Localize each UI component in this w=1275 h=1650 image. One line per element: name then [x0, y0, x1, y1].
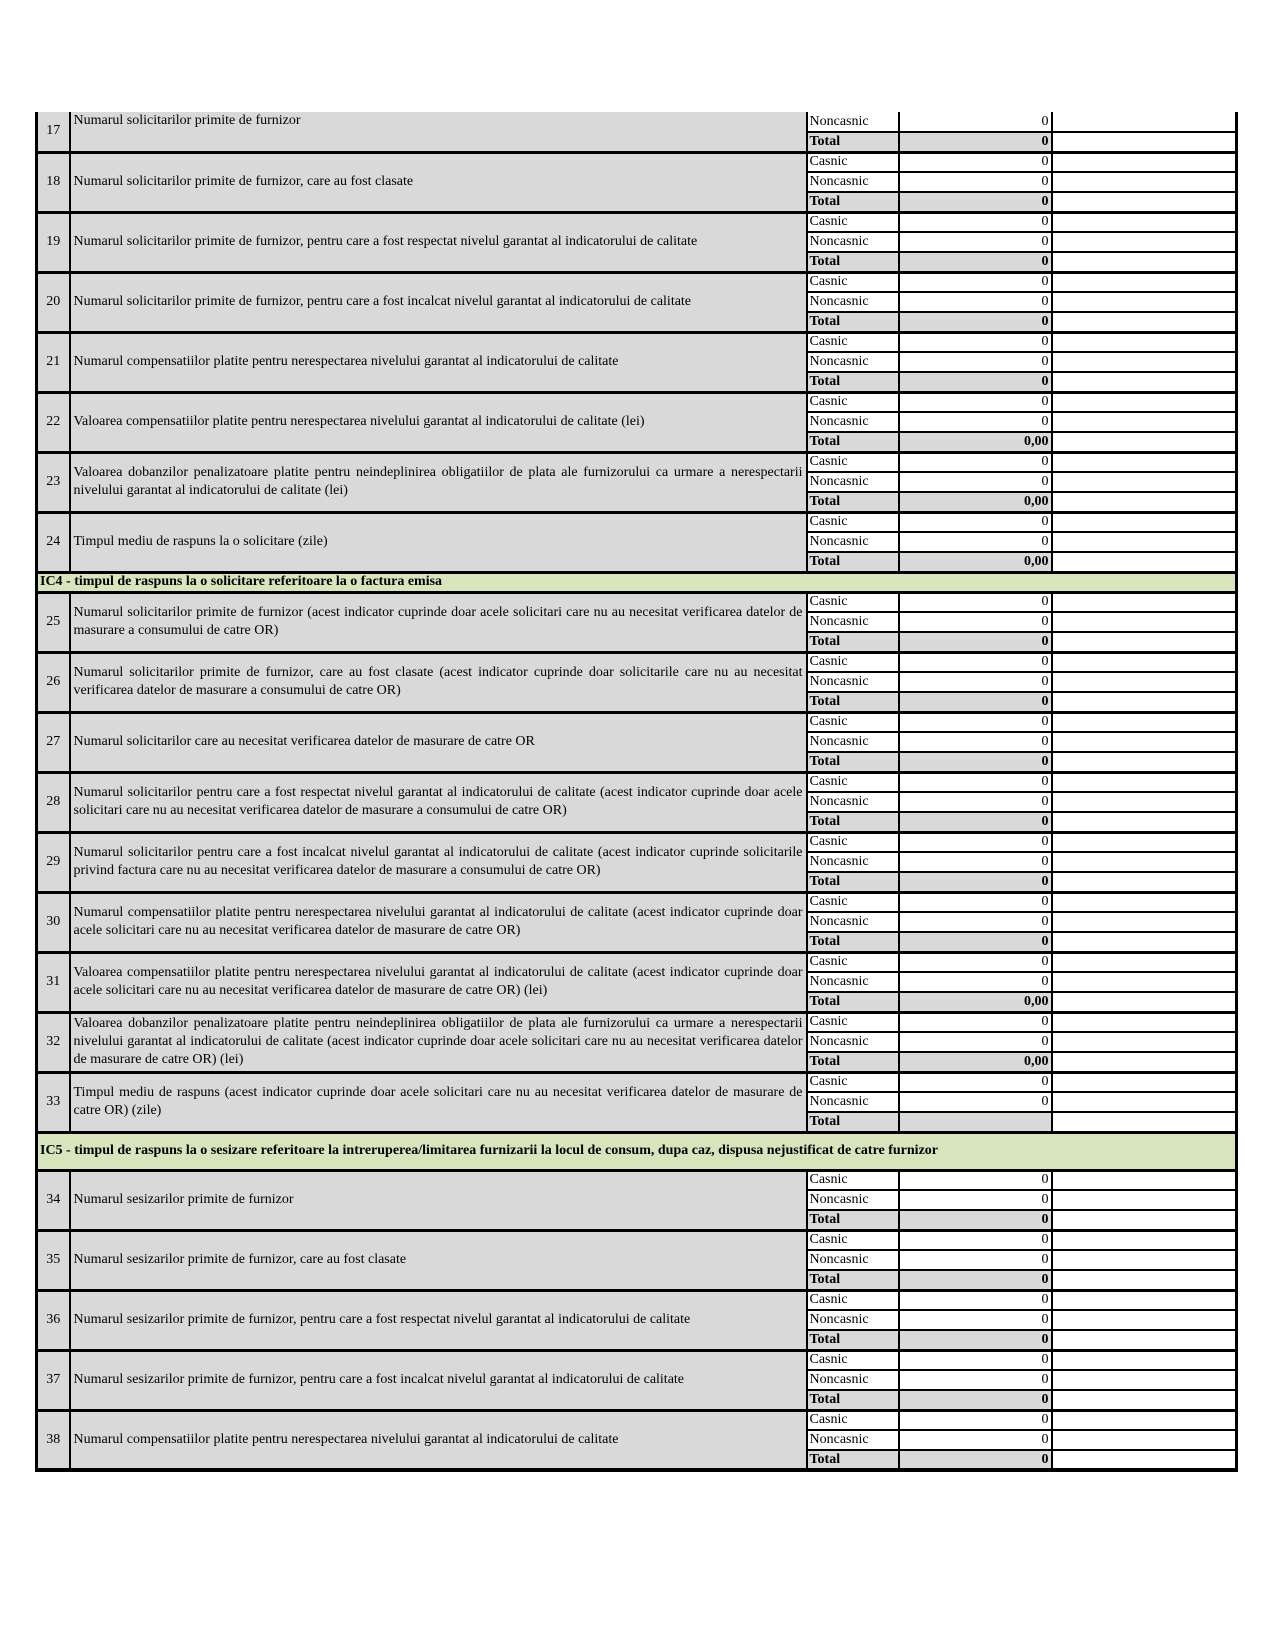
type-casnic: Casnic — [807, 332, 899, 352]
row-number: 20 — [37, 272, 70, 332]
row-number: 24 — [37, 512, 70, 572]
value-total: 0,00 — [899, 492, 1052, 512]
value-noncasnic: 0 — [899, 672, 1052, 692]
empty-cell — [1052, 832, 1237, 852]
type-casnic: Casnic — [807, 952, 899, 972]
type-total: Total — [807, 492, 899, 512]
indicator-group-22 — [37, 392, 1237, 452]
empty-cell — [1052, 412, 1237, 432]
empty-cell — [1052, 152, 1237, 172]
row-description: Numarul compensatiilor platite pentru nerespectarea nivelului garantat al indicatorului de calitate — [70, 332, 807, 392]
empty-cell — [1052, 212, 1237, 232]
empty-cell — [1052, 872, 1237, 892]
empty-cell — [1052, 1330, 1237, 1350]
row-description: Numarul solicitarilor primite de furnizor (acest indicator cuprinde doar acele solicitari care nu au necesitat verificarea datelor de masurare a consumului de catre OR) — [70, 592, 807, 652]
value-casnic: 0 — [899, 1072, 1052, 1092]
indicator-group-35 — [37, 1230, 1237, 1290]
row-number: 27 — [37, 712, 70, 772]
type-noncasnic: Noncasnic — [807, 852, 899, 872]
section-ic4 — [37, 572, 1237, 592]
value-total: 0,00 — [899, 992, 1052, 1012]
empty-cell — [1052, 352, 1237, 372]
value-total: 0,00 — [899, 552, 1052, 572]
empty-cell — [1052, 492, 1237, 512]
type-noncasnic: Noncasnic — [807, 1032, 899, 1052]
value-noncasnic: 0 — [899, 172, 1052, 192]
row-number: 19 — [37, 212, 70, 272]
indicator-group-25 — [37, 592, 1237, 652]
value-total: 0 — [899, 372, 1052, 392]
type-total: Total — [807, 992, 899, 1012]
row-description: Valoarea compensatiilor platite pentru nerespectarea nivelului garantat al indicatorului de calitate (acest indicator cuprinde doar acele solicitari care nu au necesitat verificarea datelor de masurare de catre OR) (lei) — [70, 952, 807, 1012]
value-total: 0 — [899, 812, 1052, 832]
type-noncasnic: Noncasnic — [807, 1092, 899, 1112]
type-noncasnic: Noncasnic — [807, 352, 899, 372]
type-casnic: Casnic — [807, 772, 899, 792]
value-noncasnic: 0 — [899, 1032, 1052, 1052]
row-description: Numarul sesizarilor primite de furnizor — [70, 1170, 807, 1230]
indicator-group-19 — [37, 212, 1237, 272]
value-casnic: 0 — [899, 772, 1052, 792]
indicator-group-29 — [37, 832, 1237, 892]
type-casnic: Casnic — [807, 272, 899, 292]
value-noncasnic: 0 — [899, 412, 1052, 432]
value-noncasnic: 0 — [899, 792, 1052, 812]
value-casnic: 0 — [899, 1290, 1052, 1310]
type-noncasnic: Noncasnic — [807, 972, 899, 992]
value-casnic: 0 — [899, 1230, 1052, 1250]
empty-cell — [1052, 1112, 1237, 1132]
row-description: Numarul sesizarilor primite de furnizor, pentru care a fost incalcat nivelul garantat al indicatorului de calitate — [70, 1350, 807, 1410]
row-number: 26 — [37, 652, 70, 712]
row-description: Numarul sesizarilor primite de furnizor, care au fost clasate — [70, 1230, 807, 1290]
type-noncasnic: Noncasnic — [807, 732, 899, 752]
type-noncasnic: Noncasnic — [807, 472, 899, 492]
empty-cell — [1052, 1290, 1237, 1310]
empty-cell — [1052, 532, 1237, 552]
value-total: 0 — [899, 252, 1052, 272]
value-noncasnic: 0 — [899, 1310, 1052, 1330]
value-total: 0 — [899, 132, 1052, 152]
type-casnic: Casnic — [807, 1350, 899, 1370]
value-total: 0,00 — [899, 1052, 1052, 1072]
row-number: 32 — [37, 1012, 70, 1072]
indicator-sheet — [35, 112, 1235, 1472]
empty-cell — [1052, 1370, 1237, 1390]
type-total: Total — [807, 632, 899, 652]
type-total: Total — [807, 692, 899, 712]
type-total: Total — [807, 132, 899, 152]
empty-cell — [1052, 892, 1237, 912]
value-total: 0 — [899, 1210, 1052, 1230]
empty-cell — [1052, 1230, 1237, 1250]
type-total: Total — [807, 752, 899, 772]
value-casnic: 0 — [899, 152, 1052, 172]
value-total: 0 — [899, 312, 1052, 332]
empty-cell — [1052, 652, 1237, 672]
type-noncasnic: Noncasnic — [807, 792, 899, 812]
type-noncasnic: Noncasnic — [807, 612, 899, 632]
type-noncasnic: Noncasnic — [807, 1310, 899, 1330]
empty-cell — [1052, 972, 1237, 992]
empty-cell — [1052, 1052, 1237, 1072]
indicator-group-20 — [37, 272, 1237, 332]
type-total: Total — [807, 432, 899, 452]
type-total: Total — [807, 932, 899, 952]
row-description: Numarul sesizarilor primite de furnizor, pentru care a fost respectat nivelul garantat al indicatorului de calitate — [70, 1290, 807, 1350]
empty-cell — [1052, 432, 1237, 452]
value-casnic: 0 — [899, 1170, 1052, 1190]
empty-cell — [1052, 912, 1237, 932]
empty-cell — [1052, 192, 1237, 212]
value-total: 0 — [899, 1270, 1052, 1290]
empty-cell — [1052, 552, 1237, 572]
empty-cell — [1052, 592, 1237, 612]
empty-cell — [1052, 132, 1237, 152]
value-casnic: 0 — [899, 332, 1052, 352]
indicator-group-36 — [37, 1290, 1237, 1350]
value-noncasnic: 0 — [899, 912, 1052, 932]
empty-cell — [1052, 452, 1237, 472]
row-description: Numarul solicitarilor primite de furnizor, care au fost clasate (acest indicator cuprinde doar solicitarile care nu au necesitat verificarea datelor de masurare a consumului de catre OR) — [70, 652, 807, 712]
row-number: 35 — [37, 1230, 70, 1290]
value-casnic: 0 — [899, 512, 1052, 532]
empty-cell — [1052, 1410, 1237, 1430]
value-casnic: 0 — [899, 892, 1052, 912]
type-casnic: Casnic — [807, 1170, 899, 1190]
row-description: Numarul solicitarilor care au necesitat verificarea datelor de masurare de catre OR — [70, 712, 807, 772]
empty-cell — [1052, 772, 1237, 792]
row-description: Valoarea dobanzilor penalizatoare platite pentru neindeplinirea obligatiilor de plata ale furnizorului ca urmare a nerespectarii nivelului garantat al indicatorului de calitate (acest indicator cuprinde doar acele solicitari care nu au necesitat verificarea datelor de masurare de catre OR) (lei) — [70, 1012, 807, 1072]
indicator-group-24 — [37, 512, 1237, 572]
indicators-table — [35, 112, 1238, 1472]
value-casnic: 0 — [899, 712, 1052, 732]
empty-cell — [1052, 392, 1237, 412]
empty-cell — [1052, 272, 1237, 292]
empty-cell — [1052, 1170, 1237, 1190]
type-casnic: Casnic — [807, 392, 899, 412]
type-total: Total — [807, 372, 899, 392]
empty-cell — [1052, 812, 1237, 832]
empty-cell — [1052, 252, 1237, 272]
row-number: 29 — [37, 832, 70, 892]
row-number: 37 — [37, 1350, 70, 1410]
indicator-group-27 — [37, 712, 1237, 772]
value-total: 0 — [899, 932, 1052, 952]
indicator-group-26 — [37, 652, 1237, 712]
type-noncasnic: Noncasnic — [807, 112, 899, 132]
type-noncasnic: Noncasnic — [807, 1430, 899, 1450]
value-noncasnic: 0 — [899, 852, 1052, 872]
type-casnic: Casnic — [807, 712, 899, 732]
empty-cell — [1052, 292, 1237, 312]
empty-cell — [1052, 372, 1237, 392]
empty-cell — [1052, 1072, 1237, 1092]
row-number: 34 — [37, 1170, 70, 1230]
type-total: Total — [807, 1330, 899, 1350]
empty-cell — [1052, 172, 1237, 192]
empty-cell — [1052, 692, 1237, 712]
value-total: 0,00 — [899, 432, 1052, 452]
section-title: IC4 - timpul de raspuns la o solicitare referitoare la o factura emisa — [37, 572, 1237, 592]
type-casnic: Casnic — [807, 1012, 899, 1032]
type-casnic: Casnic — [807, 512, 899, 532]
value-noncasnic: 0 — [899, 1250, 1052, 1270]
value-total: 0 — [899, 872, 1052, 892]
empty-cell — [1052, 1350, 1237, 1370]
value-total: 0 — [899, 692, 1052, 712]
row-description: Numarul solicitarilor primite de furnizor — [70, 112, 807, 152]
indicator-group-38 — [37, 1410, 1237, 1470]
type-total: Total — [807, 1052, 899, 1072]
indicator-group-17 — [37, 112, 1237, 152]
value-casnic: 0 — [899, 832, 1052, 852]
type-casnic: Casnic — [807, 1290, 899, 1310]
type-total: Total — [807, 1450, 899, 1470]
row-number: 28 — [37, 772, 70, 832]
type-casnic: Casnic — [807, 1230, 899, 1250]
value-casnic: 0 — [899, 212, 1052, 232]
type-total: Total — [807, 252, 899, 272]
row-description: Timpul mediu de raspuns la o solicitare (zile) — [70, 512, 807, 572]
empty-cell — [1052, 632, 1237, 652]
type-total: Total — [807, 872, 899, 892]
type-casnic: Casnic — [807, 1410, 899, 1430]
empty-cell — [1052, 1210, 1237, 1230]
row-description: Numarul solicitarilor pentru care a fost respectat nivelul garantat al indicatorului de calitate (acest indicator cuprinde doar acele solicitari care nu au necesitat verificarea datelor de masurare a consumului de catre OR) — [70, 772, 807, 832]
row-description: Numarul solicitarilor primite de furnizor, pentru care a fost respectat nivelul garantat al indicatorului de calitate — [70, 212, 807, 272]
row-description: Numarul compensatiilor platite pentru nerespectarea nivelului garantat al indicatorului de calitate (acest indicator cuprinde doar acele solicitari care nu au necesitat verificarea datelor de masurare de catre OR) — [70, 892, 807, 952]
row-number: 36 — [37, 1290, 70, 1350]
value-noncasnic: 0 — [899, 292, 1052, 312]
type-noncasnic: Noncasnic — [807, 672, 899, 692]
value-total: 0 — [899, 632, 1052, 652]
indicator-group-28 — [37, 772, 1237, 832]
value-casnic: 0 — [899, 1350, 1052, 1370]
empty-cell — [1052, 1270, 1237, 1290]
type-total: Total — [807, 192, 899, 212]
indicator-group-34 — [37, 1170, 1237, 1230]
value-casnic: 0 — [899, 592, 1052, 612]
value-total: 0 — [899, 752, 1052, 772]
type-total: Total — [807, 1270, 899, 1290]
type-noncasnic: Noncasnic — [807, 412, 899, 432]
row-number: 21 — [37, 332, 70, 392]
indicator-group-37 — [37, 1350, 1237, 1410]
empty-cell — [1052, 612, 1237, 632]
row-number: 18 — [37, 152, 70, 212]
empty-cell — [1052, 1250, 1237, 1270]
value-casnic: 0 — [899, 1410, 1052, 1430]
empty-cell — [1052, 472, 1237, 492]
row-number: 30 — [37, 892, 70, 952]
row-number: 38 — [37, 1410, 70, 1470]
row-description: Numarul solicitarilor primite de furnizor, care au fost clasate — [70, 152, 807, 212]
indicator-group-18 — [37, 152, 1237, 212]
type-total: Total — [807, 1390, 899, 1410]
value-total: 0 — [899, 192, 1052, 212]
value-noncasnic: 0 — [899, 1370, 1052, 1390]
empty-cell — [1052, 752, 1237, 772]
type-casnic: Casnic — [807, 832, 899, 852]
empty-cell — [1052, 952, 1237, 972]
indicator-group-32 — [37, 1012, 1237, 1072]
type-noncasnic: Noncasnic — [807, 912, 899, 932]
row-description: Numarul solicitarilor primite de furnizor, pentru care a fost incalcat nivelul garantat al indicatorului de calitate — [70, 272, 807, 332]
value-noncasnic: 0 — [899, 1190, 1052, 1210]
type-total: Total — [807, 552, 899, 572]
row-number: 22 — [37, 392, 70, 452]
type-casnic: Casnic — [807, 892, 899, 912]
indicator-group-30 — [37, 892, 1237, 952]
type-casnic: Casnic — [807, 592, 899, 612]
row-number: 23 — [37, 452, 70, 512]
value-total: 0 — [899, 1390, 1052, 1410]
value-casnic: 0 — [899, 452, 1052, 472]
row-description: Numarul compensatiilor platite pentru nerespectarea nivelului garantat al indicatorului de calitate — [70, 1410, 807, 1470]
empty-cell — [1052, 1450, 1237, 1470]
empty-cell — [1052, 672, 1237, 692]
row-number: 33 — [37, 1072, 70, 1132]
type-noncasnic: Noncasnic — [807, 1370, 899, 1390]
indicator-group-21 — [37, 332, 1237, 392]
type-total: Total — [807, 1210, 899, 1230]
empty-cell — [1052, 712, 1237, 732]
value-total — [899, 1112, 1052, 1132]
value-noncasnic: 0 — [899, 972, 1052, 992]
type-noncasnic: Noncasnic — [807, 1250, 899, 1270]
value-total: 0 — [899, 1330, 1052, 1350]
section-ic5 — [37, 1132, 1237, 1170]
empty-cell — [1052, 1310, 1237, 1330]
type-casnic: Casnic — [807, 452, 899, 472]
row-description: Timpul mediu de raspuns (acest indicator cuprinde doar acele solicitari care nu au necesitat verificarea datelor de masurare de catre OR) (zile) — [70, 1072, 807, 1132]
row-description: Valoarea compensatiilor platite pentru nerespectarea nivelului garantat al indicatorului de calitate (lei) — [70, 392, 807, 452]
type-noncasnic: Noncasnic — [807, 292, 899, 312]
row-description: Valoarea dobanzilor penalizatoare platite pentru neindeplinirea obligatiilor de plata ale furnizorului ca urmare a nerespectarii nivelului garantat al indicatorului de calitate (lei) — [70, 452, 807, 512]
type-total: Total — [807, 812, 899, 832]
empty-cell — [1052, 1430, 1237, 1450]
empty-cell — [1052, 792, 1237, 812]
indicator-group-33 — [37, 1072, 1237, 1132]
type-noncasnic: Noncasnic — [807, 232, 899, 252]
value-noncasnic: 0 — [899, 1430, 1052, 1450]
row-number: 25 — [37, 592, 70, 652]
type-noncasnic: Noncasnic — [807, 532, 899, 552]
empty-cell — [1052, 232, 1237, 252]
value-total: 0 — [899, 1450, 1052, 1470]
empty-cell — [1052, 312, 1237, 332]
empty-cell — [1052, 512, 1237, 532]
value-casnic: 0 — [899, 272, 1052, 292]
empty-cell — [1052, 1092, 1237, 1112]
type-casnic: Casnic — [807, 652, 899, 672]
type-casnic: Casnic — [807, 212, 899, 232]
empty-cell — [1052, 1390, 1237, 1410]
row-number: 17 — [37, 112, 70, 152]
empty-cell — [1052, 852, 1237, 872]
value-casnic: 0 — [899, 392, 1052, 412]
value-noncasnic: 0 — [899, 352, 1052, 372]
value-casnic: 0 — [899, 652, 1052, 672]
row-description: Numarul solicitarilor pentru care a fost incalcat nivelul garantat al indicatorului de calitate (acest indicator cuprinde solicitarile privind factura care nu au necesitat verificarea datelor de masurare a consumului de catre OR) — [70, 832, 807, 892]
empty-cell — [1052, 932, 1237, 952]
type-noncasnic: Noncasnic — [807, 1190, 899, 1210]
value-casnic: 0 — [899, 1012, 1052, 1032]
type-casnic: Casnic — [807, 152, 899, 172]
empty-cell — [1052, 112, 1237, 132]
empty-cell — [1052, 1012, 1237, 1032]
value-noncasnic: 0 — [899, 472, 1052, 492]
value-noncasnic: 0 — [899, 612, 1052, 632]
type-casnic: Casnic — [807, 1072, 899, 1092]
section-title: IC5 - timpul de raspuns la o sesizare referitoare la intreruperea/limitarea furnizarii la locul de consum, dupa caz, dispusa nejustificat de catre furnizor — [37, 1132, 1237, 1170]
value-noncasnic: 0 — [899, 532, 1052, 552]
indicator-group-23 — [37, 452, 1237, 512]
type-total: Total — [807, 312, 899, 332]
value-noncasnic: 0 — [899, 112, 1052, 132]
value-noncasnic: 0 — [899, 232, 1052, 252]
value-noncasnic: 0 — [899, 732, 1052, 752]
value-casnic: 0 — [899, 952, 1052, 972]
empty-cell — [1052, 992, 1237, 1012]
empty-cell — [1052, 732, 1237, 752]
empty-cell — [1052, 1190, 1237, 1210]
empty-cell — [1052, 332, 1237, 352]
row-number: 31 — [37, 952, 70, 1012]
type-total: Total — [807, 1112, 899, 1132]
empty-cell — [1052, 1032, 1237, 1052]
value-noncasnic: 0 — [899, 1092, 1052, 1112]
type-noncasnic: Noncasnic — [807, 172, 899, 192]
indicator-group-31 — [37, 952, 1237, 1012]
